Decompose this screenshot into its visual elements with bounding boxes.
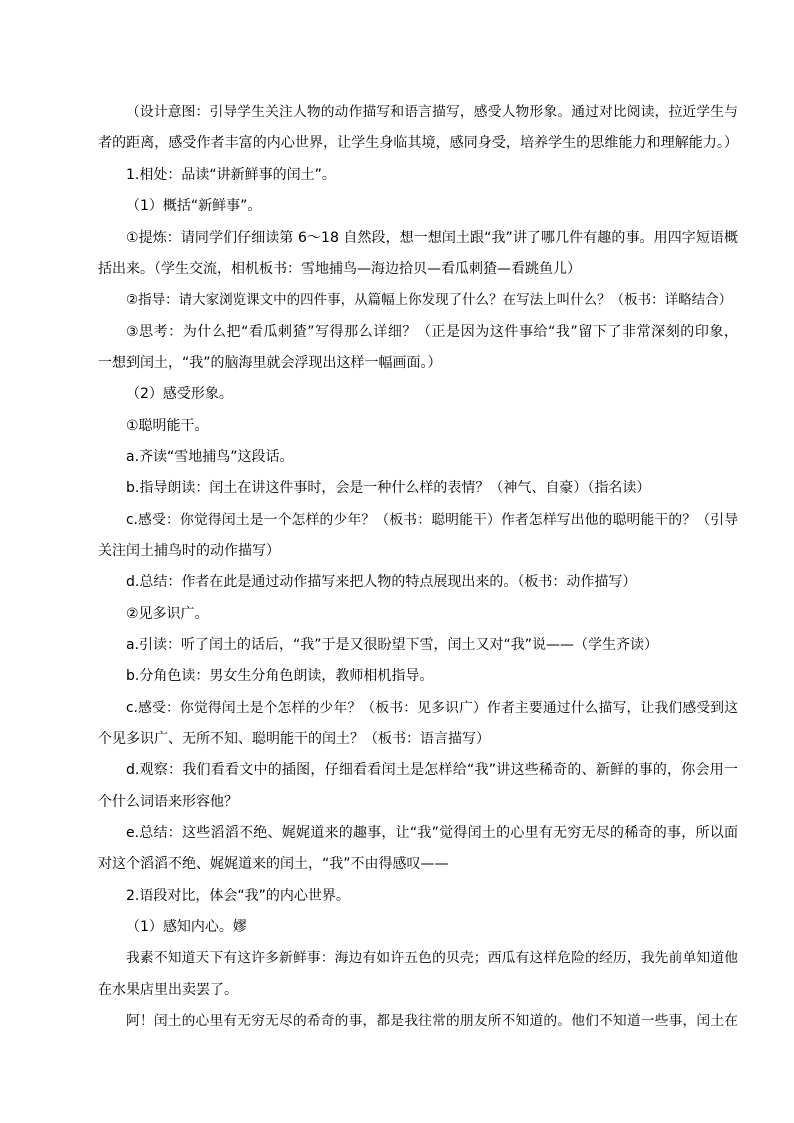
quote-line: 我素不知道天下有这许多新鲜事：海边有如许五色的贝壳；西瓜有这样危险的经历，我先前单知道他: [126, 950, 738, 966]
quote-line: 阿！闰土的心里有无穷无尽的希奇的事，都是我往常的朋友所不知道的。他们不知道一些事，闰土在: [126, 1013, 738, 1029]
subsection-heading: （2）感受形象。: [126, 386, 233, 402]
paragraph-line: c.感受：你觉得闰土是一个怎样的少年？（板书：聪明能干）作者怎样写出他的聪明能干的？（引导: [126, 512, 738, 528]
design-intent-line-1: （设计意图：引导学生关注人物的动作描写和语言描写，感受人物形象。通过对比阅读，拉近学生与: [126, 104, 738, 120]
paragraph-line: 括出来。（学生交流，相机板书：雪地捕鸟—海边拾贝—看瓜刺猹—看跳鱼儿）: [98, 261, 581, 277]
design-intent-line-2: 者的距离，感受作者丰富的内心世界，让学生身临其境，感同身受，培养学生的思维能力和理解能力。）: [98, 135, 738, 151]
paragraph-line: b.指导朗读：闰土在讲这件事时，会是一种什么样的表情？（神气、自豪）（指名读）: [126, 480, 651, 496]
paragraph-line: c.感受：你觉得闰土是个怎样的少年？（板书：见多识广）作者主要通过什么描写，让我们感受到这: [126, 700, 738, 716]
section-heading: 2.语段对比，体会“我”的内心世界。: [126, 888, 350, 904]
paragraph-line: 个什么词语来形容他？: [98, 794, 238, 810]
paragraph-line: d.观察：我们看看文中的插图，仔细看看闰土是怎样给“我”讲这些稀奇的、新鲜的事的，你会用一: [126, 762, 738, 778]
paragraph-line: a.齐读“雪地捕鸟”这段话。: [126, 449, 294, 465]
paragraph-line: ②指导：请大家浏览课文中的四件事，从篇幅上你发现了什么？在写法上叫什么？（板书：详略结合）: [126, 292, 733, 308]
section-heading: 1.相处：品读“讲新鲜事的闰土”。: [126, 167, 336, 183]
paragraph-line: 一想到闰土，“我”的脑海里就会浮现出这样一幅画面。）: [98, 355, 442, 371]
point-heading: ①聪明能干。: [126, 418, 209, 434]
point-heading: ②见多识广。: [126, 606, 209, 622]
paragraph-line: 个见多识广、无所不知、聪明能干的闰土？（板书：语言描写）: [98, 731, 490, 747]
quote-line: 在水果店里出卖罢了。: [98, 982, 238, 998]
paragraph-line: ③思考：为什么把“看瓜刺猹”写得那么详细？（正是因为这件事给“我”留下了非常深刻的印象，: [126, 324, 738, 340]
subsection-heading: （1）感知内心。嫪: [126, 919, 247, 935]
paragraph-line: b.分角色读：男女生分角色朗读，教师相机指导。: [126, 668, 434, 684]
paragraph-line: ①提炼：请同学们仔细读第 6～18 自然段，想一想闰土跟“我”讲了哪几件有趣的事。用四字短语概: [126, 230, 738, 246]
paragraph-line: a.引读：听了闰土的话后，“我”于是又很盼望下雪，闰土又对“我”说——（学生齐读）: [126, 637, 659, 653]
paragraph-line: 关注闰土捕鸟时的动作描写）: [98, 543, 280, 559]
paragraph-line: d.总结：作者在此是通过动作描写来把人物的特点展现出来的。（板书：动作描写）: [126, 574, 637, 590]
paragraph-line: e.总结：这些滔滔不绝、娓娓道来的趣事，让“我”觉得闰土的心里有无穷无尽的稀奇的事，所以面: [126, 825, 738, 841]
paragraph-line: 对这个滔滔不绝、娓娓道来的闰土，“我”不由得感叹——: [98, 856, 449, 872]
subsection-heading: （1）概括“新鲜事”。: [126, 198, 262, 214]
